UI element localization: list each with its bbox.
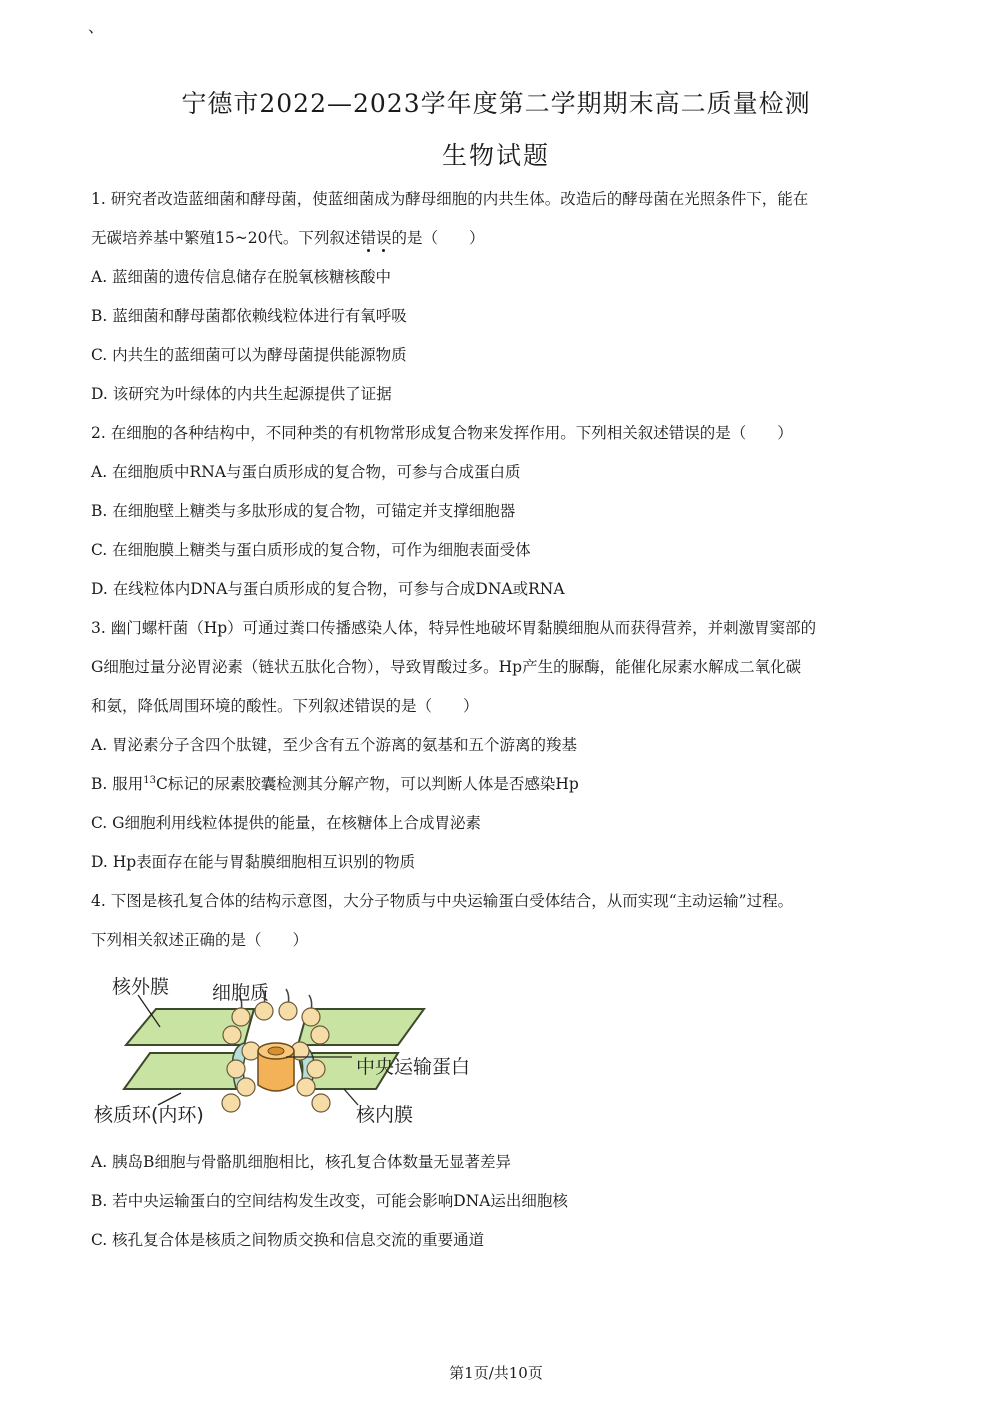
- q3-option-b-prefix: B. 服用: [91, 775, 144, 793]
- label-cytoplasm: 细胞质: [212, 982, 270, 1004]
- label-central-transport-protein: 中央运输蛋白: [356, 1056, 471, 1078]
- q4-option-a: A. 胰岛B细胞与骨骼肌细胞相比，核孔复合体数量无显著差异: [91, 1153, 511, 1171]
- q1-stem-line2-b: 的是（ ）: [391, 229, 485, 247]
- q4-option-b: B. 若中央运输蛋白的空间结构发生改变，可能会影响DNA运出细胞核: [91, 1192, 568, 1210]
- page-title: 宁德市2022—2023学年度第二学期期末高二质量检测: [181, 89, 811, 118]
- q1-option-c: C. 内共生的蓝细菌可以为酵母菌提供能源物质: [91, 346, 407, 364]
- q1-emphasis-2: 误: [375, 229, 392, 247]
- q4-stem-line1: 4. 下图是核孔复合体的结构示意图，大分子物质与中央运输蛋白受体结合，从而实现“主动运输”过程。: [91, 892, 794, 910]
- q3-stem-line3: 和氨，降低周围环境的酸性。下列叙述错误的是（ ）: [91, 697, 479, 715]
- central-transport-protein: [258, 1043, 294, 1091]
- q2-option-a: A. 在细胞质中RNA与蛋白质形成的复合物，可参与合成蛋白质: [91, 463, 521, 481]
- inner-membrane-left: [124, 1053, 244, 1089]
- q4-stem-line2: 下列相关叙述正确的是（ ）: [91, 931, 309, 949]
- label-nuclear-ring: 核质环(内环): [94, 1104, 204, 1126]
- q1-stem-line2: [91, 226, 484, 248]
- q3-option-b-rest: C标记的尿素胶囊检测其分解产物，可以判断人体是否感染Hp: [155, 775, 579, 793]
- q1-option-b: B. 蓝细菌和酵母菌都依赖线粒体进行有氧呼吸: [91, 307, 407, 325]
- q3-stem-line1: 3. 幽门螺杆菌（Hp）可通过粪口传播感染人体，特异性地破坏胃黏膜细胞从而获得营养，并刺激胃窦部的: [91, 619, 817, 637]
- q3-stem-line2: G细胞过量分泌胃泌素（链状五肽化合物），导致胃酸过多。Hp产生的脲酶，能催化尿素水解成二氧化碳: [91, 658, 802, 676]
- nuclear-pore-diagram: [86, 965, 506, 1135]
- q2-option-c: C. 在细胞膜上糖类与蛋白质形成的复合物，可作为细胞表面受体: [91, 541, 531, 559]
- label-outer-membrane: 核外膜: [112, 976, 170, 998]
- q1-stem-line1: 1. 研究者改造蓝细菌和酵母菌，使蓝细菌成为酵母细胞的内共生体。改造后的酵母菌在光照条件下，能在: [91, 190, 809, 208]
- q2-stem: 2. 在细胞的各种结构中，不同种类的有机物常形成复合物来发挥作用。下列相关叙述错误的是（ ）: [91, 424, 793, 442]
- q3-option-b: [91, 772, 579, 794]
- q4-option-c: C. 核孔复合体是核质之间物质交换和信息交流的重要通道: [91, 1231, 485, 1249]
- q1-stem-line2-a: 无碳培养基中繁殖15~20代。下列叙述: [91, 229, 361, 247]
- q2-option-b: B. 在细胞壁上糖类与多肽形成的复合物，可锚定并支撑细胞器: [91, 502, 516, 520]
- label-inner-membrane: 核内膜: [356, 1104, 414, 1126]
- page-footer: 第1页/共10页: [449, 1364, 543, 1382]
- q3-option-a: A. 胃泌素分子含四个肽键，至少含有五个游离的氨基和五个游离的羧基: [91, 736, 578, 754]
- corner-mark: 、: [88, 17, 105, 36]
- q3-option-b-isotope: 13: [143, 774, 156, 786]
- q2-option-d: D. 在线粒体内DNA与蛋白质形成的复合物，可参与合成DNA或RNA: [91, 580, 565, 598]
- page-subtitle: 生物试题: [441, 141, 550, 170]
- q1-option-d: D. 该研究为叶绿体的内共生起源提供了证据: [91, 385, 392, 403]
- q1-emphasis-1: 错: [360, 229, 376, 247]
- q3-option-c: C. G细胞利用线粒体提供的能量，在核糖体上合成胃泌素: [91, 814, 482, 832]
- q3-option-d: D. Hp表面存在能与胃黏膜细胞相互识别的物质: [91, 853, 416, 871]
- q1-option-a: A. 蓝细菌的遗传信息储存在脱氧核糖核酸中: [91, 268, 392, 286]
